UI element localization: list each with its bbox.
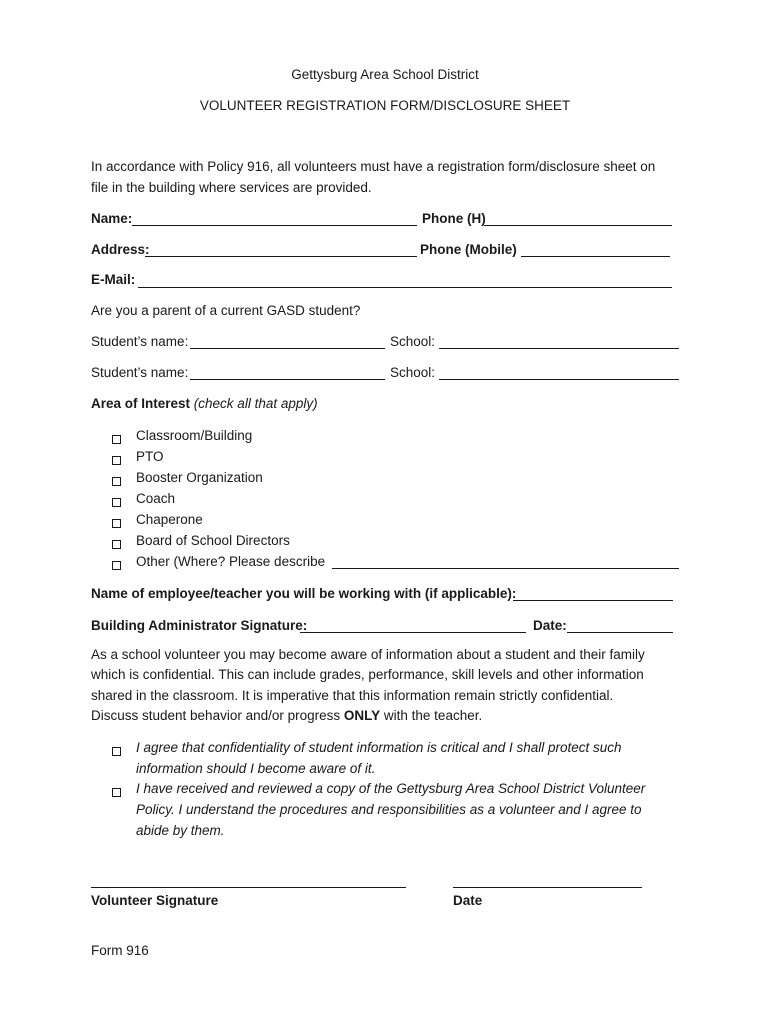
intro-line-2: file in the building where services are provided. [91, 180, 372, 195]
email-label: E-Mail: [91, 272, 136, 287]
email-field[interactable] [138, 287, 672, 288]
interest-checkbox-0 [112, 431, 121, 449]
address-label: Address: [91, 242, 150, 257]
name-field[interactable] [132, 225, 417, 226]
volunteer-date-label: Date [453, 893, 483, 908]
district-title: Gettysburg Area School District [291, 67, 479, 82]
form-number: Form 916 [91, 943, 149, 958]
other-describe-field[interactable] [332, 568, 679, 569]
interest-checkbox-4 [112, 515, 121, 533]
agreement-checkbox-0 [112, 743, 121, 761]
interest-option-0: Classroom/Building [136, 428, 253, 443]
interest-option-2: Booster Organization [136, 470, 263, 485]
agreement-1-line-3: abide by them. [136, 823, 225, 838]
intro-line-1: In accordance with Policy 916, all volunteers must have a registration form/disclosure sheet on [91, 159, 656, 174]
agreement-checkbox-1 [112, 784, 121, 802]
student-name-label-2: Student’s name: [91, 365, 189, 380]
admin-signature-field[interactable] [300, 632, 526, 633]
agreement-1-line-2: Policy. I understand the procedures and responsibilities as a volunteer and I agree to [136, 802, 642, 817]
interest-option-3: Coach [136, 491, 176, 506]
form-title: VOLUNTEER REGISTRATION FORM/DISCLOSURE SHEET [199, 98, 571, 113]
checkbox-icon[interactable] [112, 540, 121, 549]
confidentiality-line-4: Discuss student behavior and/or progress ONLY with the teacher. [91, 708, 483, 723]
agreement-0-line-1: I agree that confidentiality of student information is critical and I shall protect such [136, 740, 622, 755]
address-field[interactable] [145, 256, 417, 257]
only-emphasis: ONLY [343, 708, 381, 723]
phone-mobile-label: Phone (Mobile) [420, 242, 517, 257]
checkbox-icon[interactable] [112, 456, 121, 465]
interest-option-4: Chaperone [136, 512, 203, 527]
student-name-field-1[interactable] [190, 348, 385, 349]
checkbox-icon[interactable] [112, 435, 121, 444]
name-label: Name: [91, 211, 133, 226]
student-name-field-2[interactable] [190, 379, 385, 380]
school-field-1[interactable] [439, 348, 679, 349]
agreement-0-line-2: information should I become aware of it. [136, 761, 376, 776]
interest-checkbox-5 [112, 536, 121, 554]
admin-signature-label: Building Administrator Signature: [91, 618, 308, 633]
confidentiality-line-1: As a school volunteer you may become aware of information about a student and their family [91, 647, 645, 662]
phone-home-field[interactable] [484, 225, 672, 226]
phone-home-label: Phone (H) [422, 211, 486, 226]
checkbox-icon[interactable] [112, 519, 121, 528]
volunteer-signature-field[interactable] [91, 887, 406, 888]
admin-date-label: Date: [533, 618, 567, 633]
checkbox-icon[interactable] [112, 477, 121, 486]
employee-field[interactable] [513, 600, 673, 601]
interest-checkbox-2 [112, 473, 121, 491]
school-label-2: School: [390, 365, 436, 380]
school-label-1: School: [390, 334, 436, 349]
volunteer-date-field[interactable] [453, 887, 642, 888]
interest-checkbox-1 [112, 452, 121, 470]
school-field-2[interactable] [439, 379, 679, 380]
interest-checkbox-6 [112, 557, 121, 575]
admin-date-field[interactable] [567, 632, 673, 633]
interest-option-5: Board of School Directors [136, 533, 290, 548]
student-name-label-1: Student’s name: [91, 334, 189, 349]
interest-label: Area of Interest [91, 396, 191, 411]
checkbox-icon[interactable] [112, 561, 121, 570]
interest-hint: (check all that apply) [193, 396, 318, 411]
checkbox-icon[interactable] [112, 498, 121, 507]
phone-mobile-field[interactable] [521, 256, 670, 257]
employee-label: Name of employee/teacher you will be working with (if applicable): [91, 586, 517, 601]
parent-question: Are you a parent of a current GASD student? [91, 303, 361, 318]
confidentiality-line-2: which is confidential. This can include grades, performance, skill levels and other information [91, 667, 644, 682]
checkbox-icon[interactable] [112, 788, 121, 797]
agreement-1-line-1: I have received and reviewed a copy of the Gettysburg Area School District Volunteer [136, 781, 646, 796]
confidentiality-line-3: shared in the classroom. It is imperative that this information remain strictly confidential. [91, 688, 614, 703]
volunteer-signature-label: Volunteer Signature [91, 893, 219, 908]
interest-heading [91, 395, 318, 413]
interest-option-1: PTO [136, 449, 164, 464]
interest-option-6: Other (Where? Please describe [136, 554, 326, 569]
interest-checkbox-3 [112, 494, 121, 512]
checkbox-icon[interactable] [112, 747, 121, 756]
